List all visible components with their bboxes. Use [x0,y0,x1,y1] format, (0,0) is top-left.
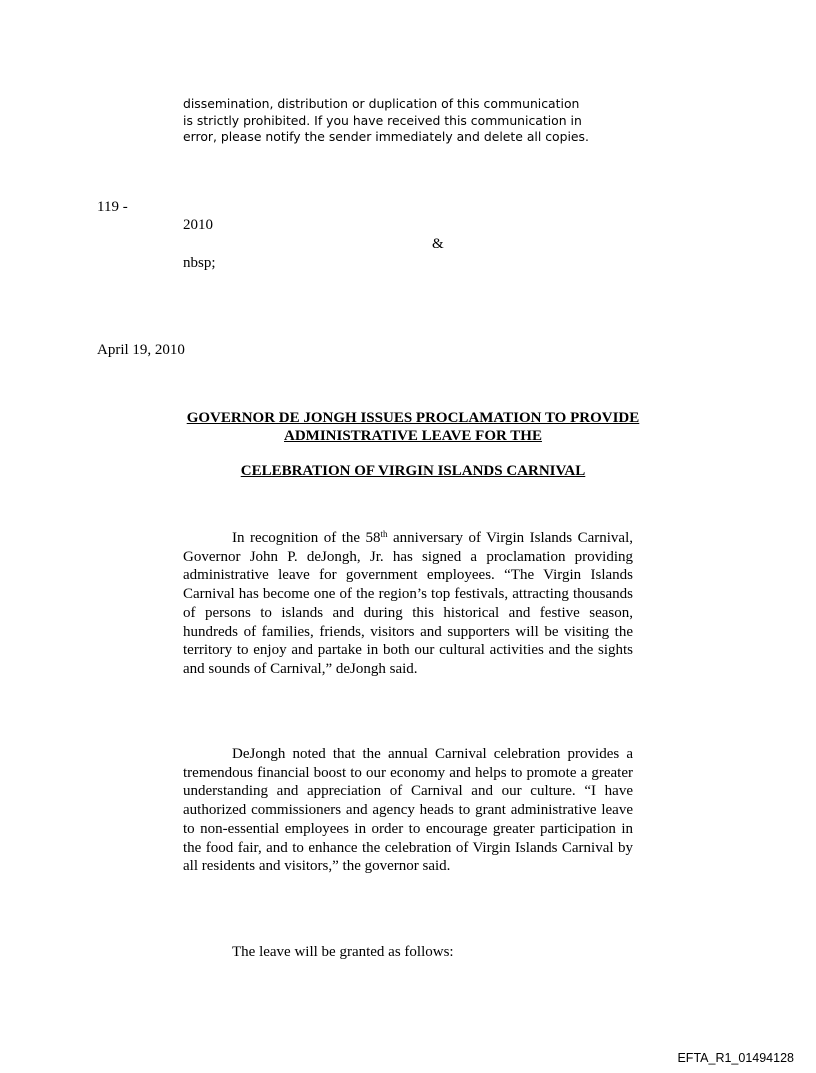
release-number: 119 - [97,199,128,215]
stray-nbsp: nbsp; [183,255,216,271]
headline-line-1: GOVERNOR DE JONGH ISSUES PROCLAMATION TO PROVIDE [186,410,640,426]
stray-ampersand: & [432,236,444,252]
headline-line-2: ADMINISTRATIVE LEAVE FOR THE [284,428,542,444]
headline-line-3: CELEBRATION OF VIRGIN ISLANDS CARNIVAL [240,463,586,479]
body-paragraph-2: DeJongh noted that the annual Carnival celebration provides a tremendous financial boost to our economy and helps to promote a greater understanding and appreciation of Carnival and our culture. “I have authorized commissioners and agency heads to grant administrative leave to non-essential employees in order to encourage greater participation in the food fair, and to enhance the celebration of Virgin Islands Carnival by all residents and visitors,” the governor said. [183,746,633,875]
disclaimer-line: is strictly prohibited. If you have received this communication in [183,112,582,128]
paragraph-1-text-end: anniversary of Virgin Islands Carnival, Governor John P. deJongh, Jr. has signed a proclamation providing administrative leave for government employees. “The Virgin Islands Carnival has become one of the region’s top festivals, attracting thousands of persons to islands and during this historical and festive season, hundreds of families, friends, visitors and supporters will be visiting the territory to enjoy and partake in both our cultural activities and the sights and sounds of Carnival,” deJongh said. [183,530,633,677]
disclaimer-line: error, please notify the sender immediately and delete all copies. [183,129,589,144]
body-paragraph-1 [183,529,633,679]
email-disclaimer [183,96,653,146]
release-date: April 19, 2010 [97,342,185,358]
ordinal-suffix: th [380,529,388,539]
paragraph-1-text-start: In recognition of the 58 [232,530,381,546]
release-year: 2010 [183,217,213,233]
document-id-footer: EFTA_R1_01494128 [677,1051,794,1065]
body-paragraph-3: The leave will be granted as follows: [232,944,454,960]
disclaimer-line: dissemination, distribution or duplication of this communication [183,96,580,111]
